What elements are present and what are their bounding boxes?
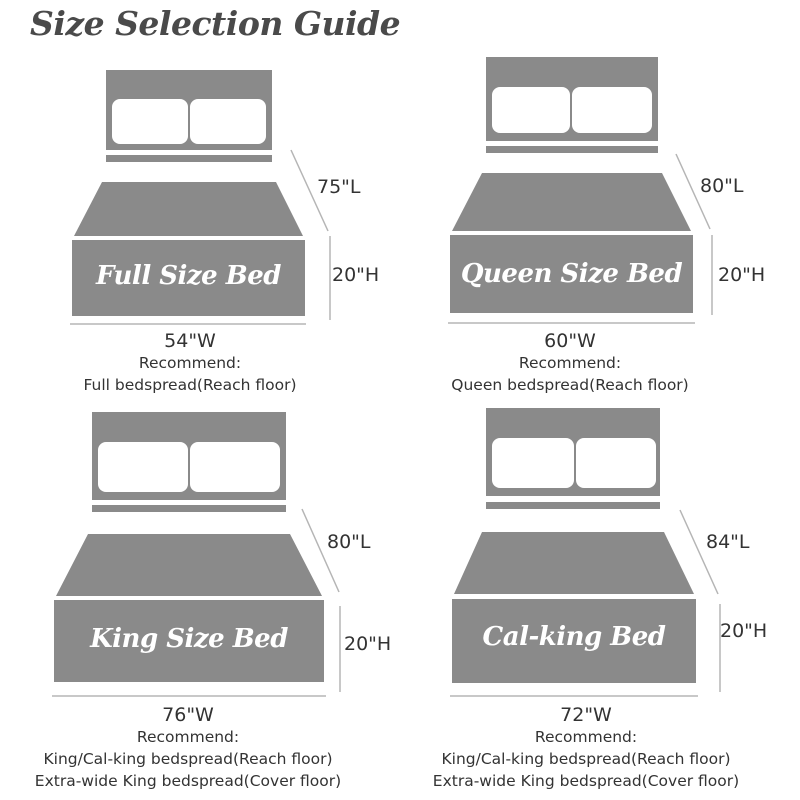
height-label: 20"H [718,264,766,286]
width-label: 72"W [560,704,612,726]
bed-cal-king-dimension-lines [450,406,790,702]
bed-full [68,68,380,328]
recommend-label: Recommend: [138,354,242,372]
recommend-line-2: Extra-wide King bedspread(Cover floor) [432,772,740,790]
height-label: 20"H [344,633,392,655]
guide-title: Size Selection Guide [30,4,401,43]
bed-queen [448,57,778,327]
recommend-line-1: Full bedspread(Reach floor) [83,376,297,394]
height-label: 20"H [332,264,380,286]
width-label: 54"W [164,330,216,352]
width-label: 60"W [544,330,596,352]
caption-cal-king [408,704,764,792]
bed-name: King Size Bed [90,624,288,654]
length-label: 80"L [327,531,371,553]
length-label: 75"L [317,176,361,198]
recommend-label: Recommend: [518,354,622,372]
bed-king-dimension-lines [52,410,412,700]
recommend-line-1: King/Cal-king bedspread(Reach floor) [43,750,333,768]
bed-cal-king [450,406,790,702]
width-label: 76"W [162,704,214,726]
bed-name: Queen Size Bed [460,259,683,289]
recommend-line-1: Queen bedspread(Reach floor) [451,376,689,394]
recommend-line-1: King/Cal-king bedspread(Reach floor) [441,750,731,768]
recommend-line-2: Extra-wide King bedspread(Cover floor) [34,772,342,790]
recommend-label: Recommend: [534,728,638,746]
caption-king [10,704,366,792]
recommend-label: Recommend: [136,728,240,746]
bed-name: Cal-king Bed [482,622,666,652]
bed-king [52,410,412,700]
bed-name: Full Size Bed [96,261,281,291]
caption-queen [420,330,720,396]
caption-full [40,330,340,396]
length-label: 80"L [700,175,744,197]
length-label: 84"L [706,531,750,553]
height-label: 20"H [720,620,768,642]
